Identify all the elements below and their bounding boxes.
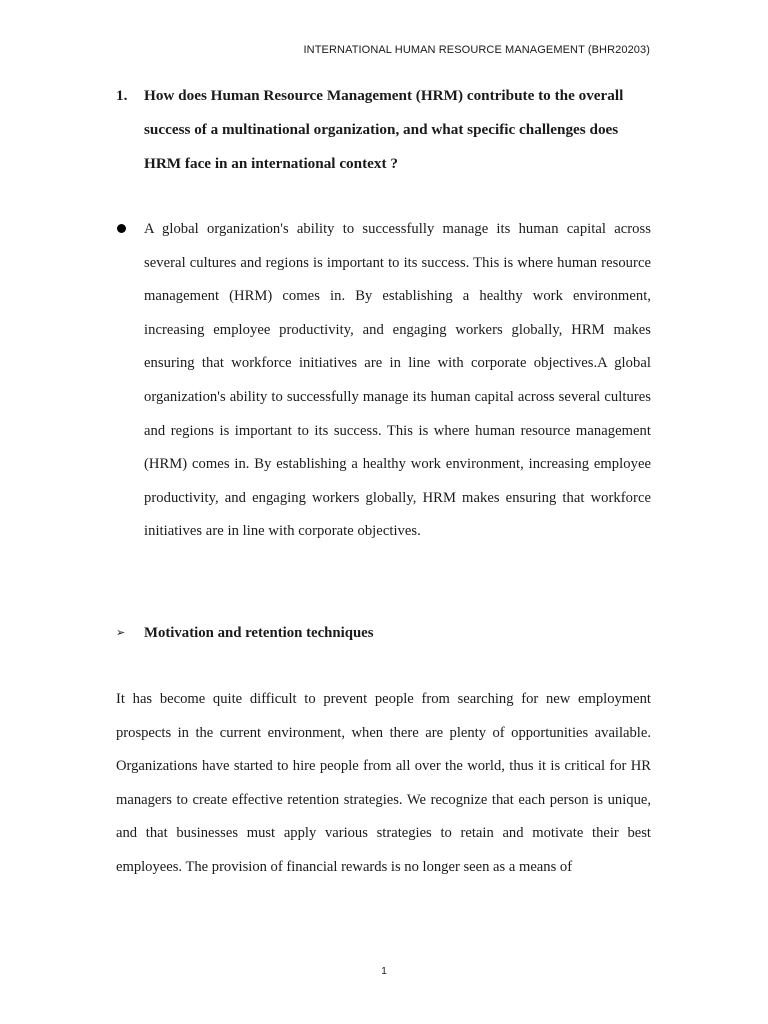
question-text: How does Human Resource Management (HRM) contribute to the overall success of a multinational organization, and what specific challenges does HRM face in an international context ? xyxy=(144,87,624,172)
subheading-text: Motivation and retention techniques xyxy=(144,625,374,641)
bullet-dot-icon xyxy=(117,224,126,233)
page-number: 1 xyxy=(381,966,387,977)
bullet-paragraph xyxy=(116,213,651,549)
question-number: 1. xyxy=(116,87,128,104)
arrow-bullet-icon: ➢ xyxy=(116,626,126,639)
section-subheading xyxy=(116,616,651,650)
body-paragraph: It has become quite difficult to prevent people from searching for new employment prospects in the current environment, when there are plenty of opportunities available. Organizations have started to hire people from all over the world, thus it is critical for HR managers to create effective retention strategies. We recognize that each person is unique, and that businesses must apply various strategies to retain and motivate their best employees. The provision of financial rewards is no longer seen as a means of xyxy=(116,691,651,875)
bullet-text: A global organization's ability to successfully manage its human capital across several cultures and regions is important to its success. This is where human resource management (HRM) comes in. By establishing a healthy work environment, increasing employee productivity, and engaging workers globally, HRM makes ensuring that workforce initiatives are in line with corporate objectives.A global organization's ability to successfully manage its human capital across several cultures and regions is important to its success. This is where human resource management (HRM) comes in. By establishing a healthy work environment, increasing employee productivity, and engaging workers globally, HRM makes ensuring that workforce initiatives are in line with corporate objectives. xyxy=(144,221,651,540)
question-heading xyxy=(116,79,651,181)
page-header: INTERNATIONAL HUMAN RESOURCE MANAGEMENT (BHR20203) xyxy=(303,44,650,56)
